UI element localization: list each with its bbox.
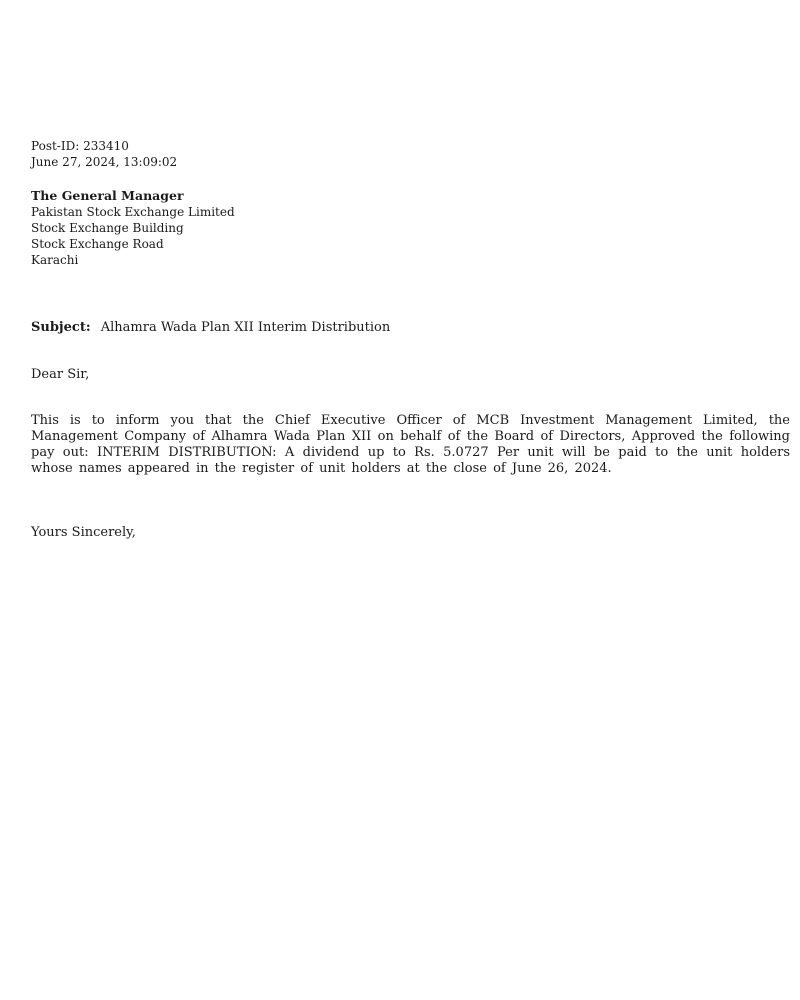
post-id: Post-ID: 233410 — [31, 139, 129, 153]
recipient-address-line: Stock Exchange Road — [31, 237, 164, 251]
letter-datetime: June 27, 2024, 13:09:02 — [31, 155, 178, 169]
recipient-name: The General Manager — [31, 188, 184, 203]
recipient-address-line: Stock Exchange Building — [31, 221, 184, 235]
closing: Yours Sincerely, — [31, 525, 136, 540]
meta-block — [31, 138, 790, 170]
recipient-block — [31, 188, 790, 268]
salutation: Dear Sir, — [31, 367, 90, 382]
subject-label: Subject: — [31, 320, 91, 335]
subject-line — [31, 319, 790, 336]
recipient-address-line: Karachi — [31, 253, 79, 267]
recipient-address-line: Pakistan Stock Exchange Limited — [31, 205, 235, 219]
body-paragraph: This is to inform you that the Chief Executive Officer of MCB Investment Management Limited, the Management Company of Alhamra Wada Plan XII on behalf of the Board of Directors, Approved the following pay out: INTERIM DISTRIBUTION: A dividend up to Rs. 5.0727 Per unit will be paid to the unit holders whose names appeared in the register of unit holders at the close of June 26, 2024. — [31, 413, 790, 476]
subject-text: Alhamra Wada Plan XII Interim Distribution — [100, 320, 391, 335]
